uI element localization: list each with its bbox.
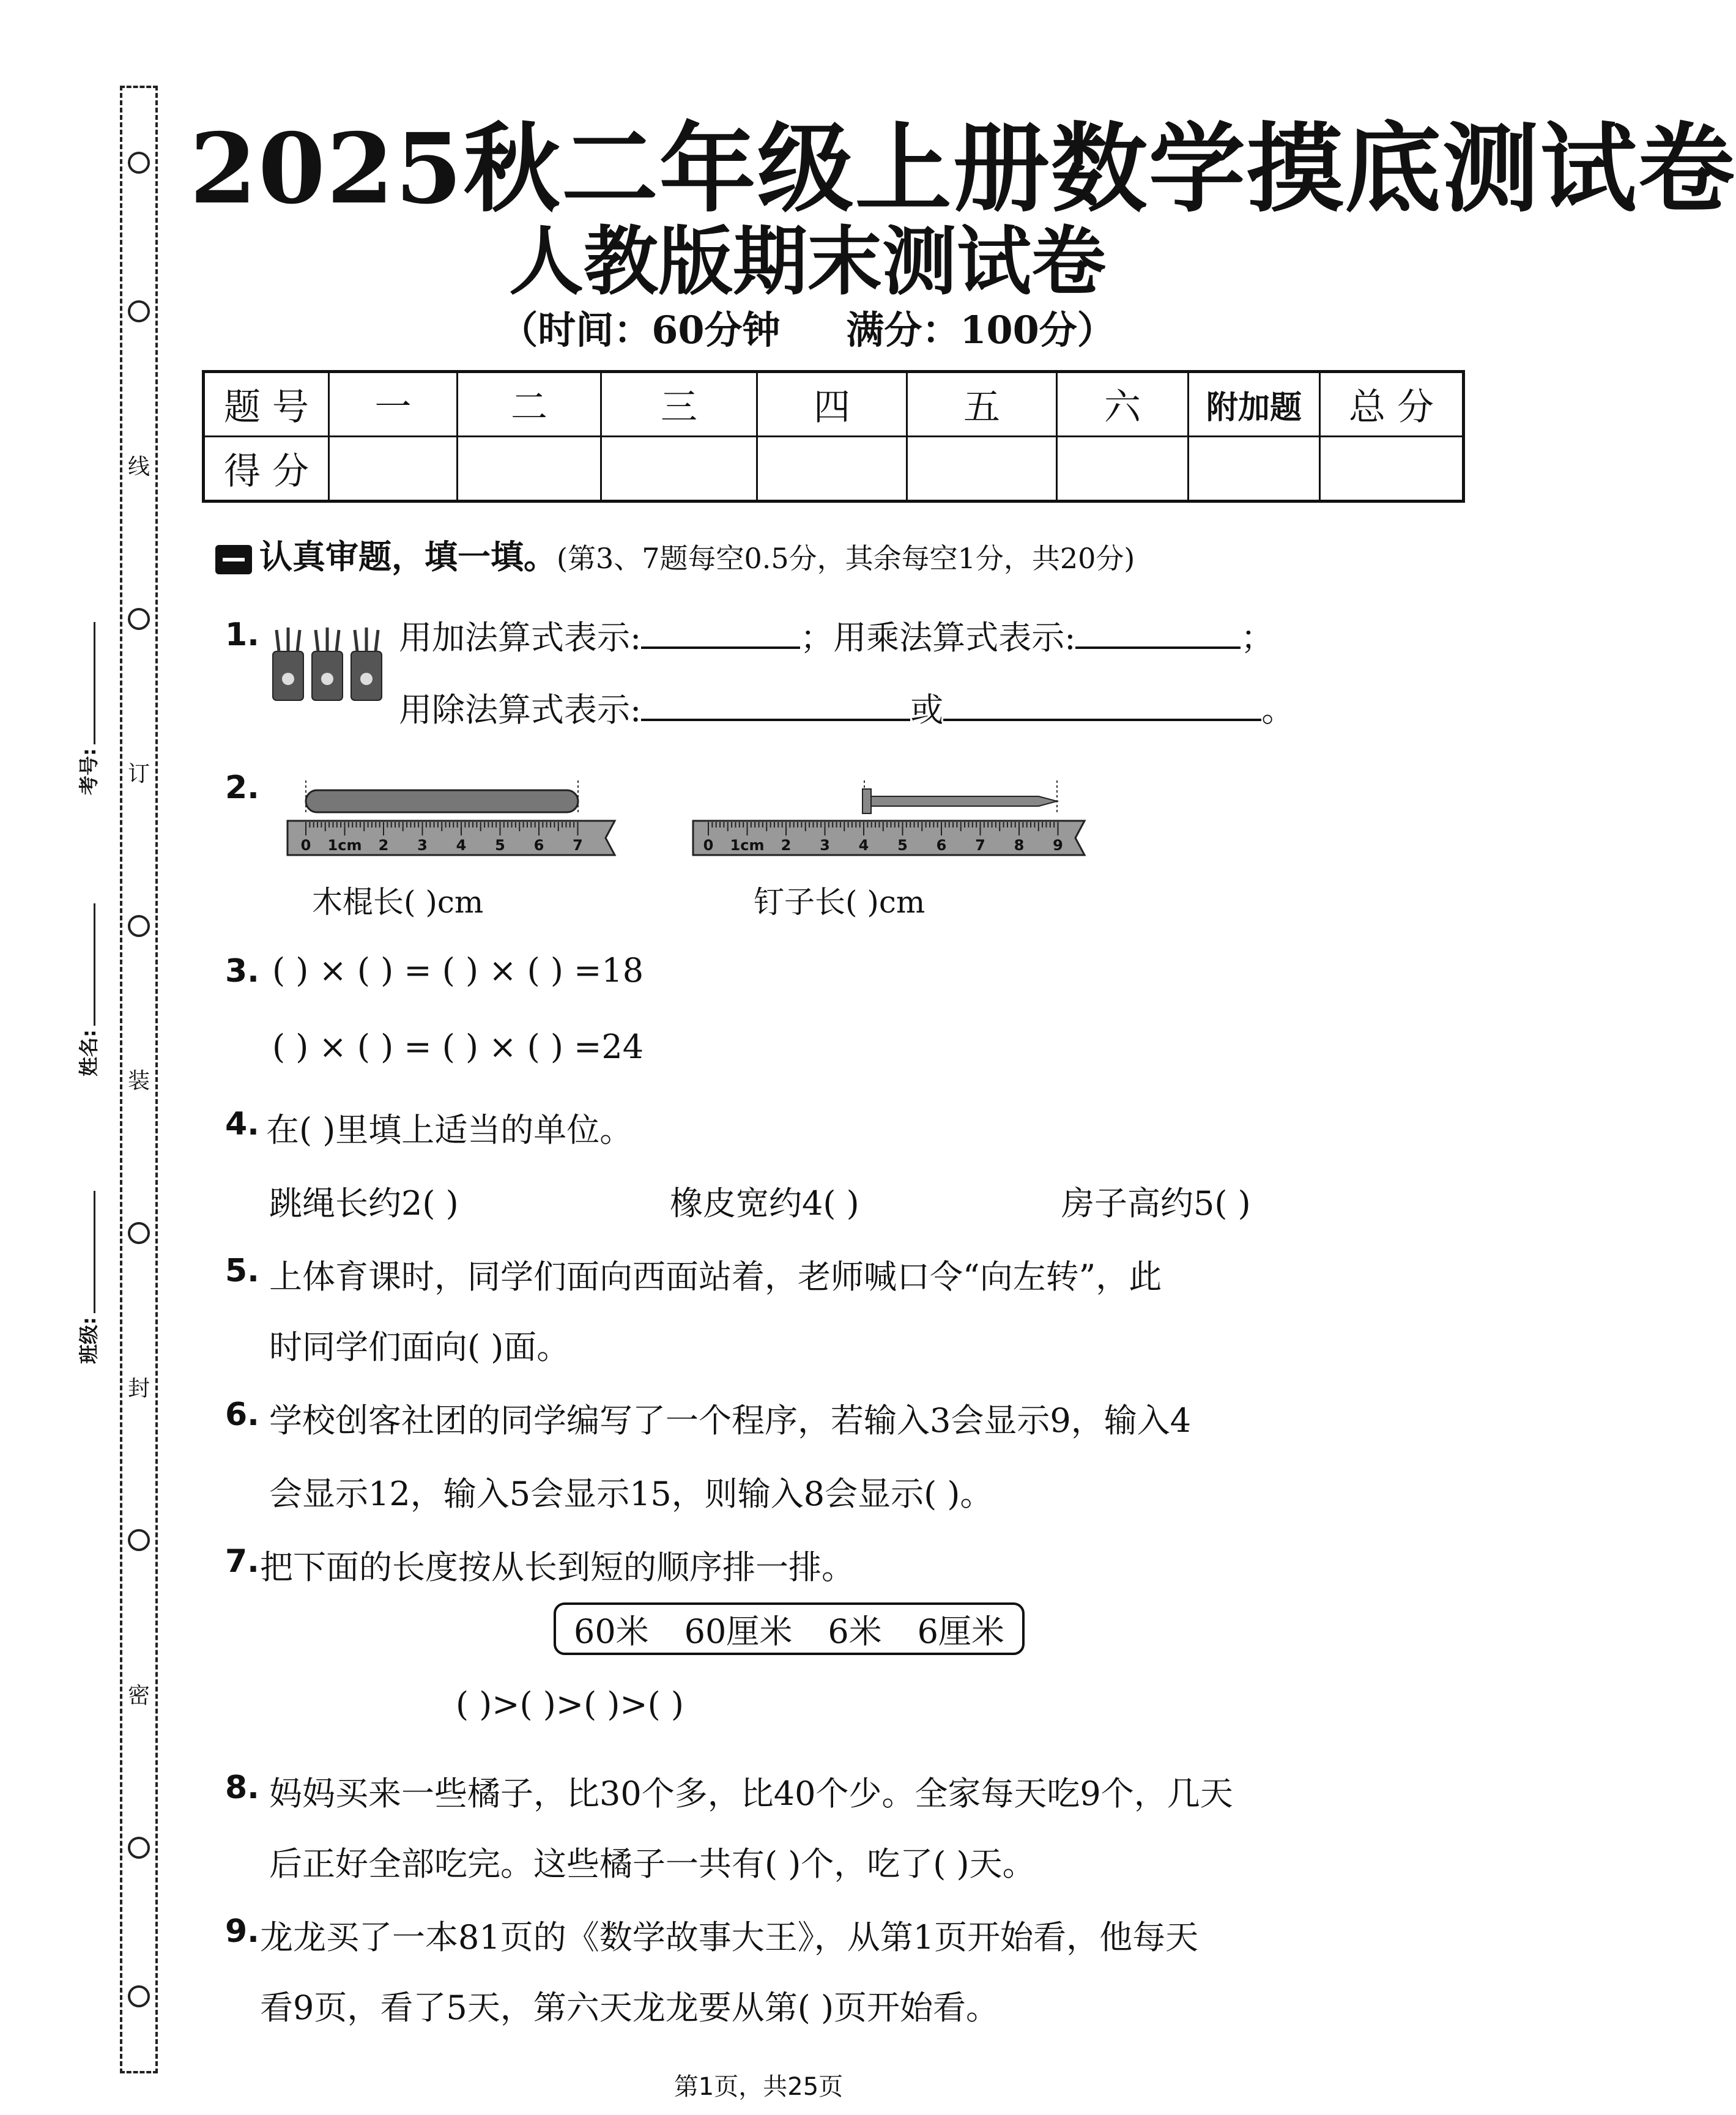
section-heading — [215, 531, 1135, 578]
section-number-badge-icon — [215, 545, 252, 574]
table-cell: 附加题 — [1189, 372, 1320, 437]
ruler-tick-label: 5 — [897, 837, 908, 854]
score-input-cell[interactable] — [329, 437, 458, 502]
ruler-tick-label: 8 — [1014, 837, 1025, 854]
page-footer: 第1页，共25页 — [673, 2073, 844, 2101]
page-subtitle: 人教版期末测试卷 — [509, 217, 1106, 305]
score-input-cell[interactable] — [1057, 437, 1189, 502]
q5-line2: 时同学们面向( )面。 — [269, 1328, 570, 1366]
q4-item: 橡皮宽约4( ) — [670, 1184, 859, 1223]
question-number: 1. — [225, 617, 259, 653]
binding-circle-icon — [128, 608, 150, 630]
answer-blank[interactable] — [641, 713, 910, 721]
ruler-tick-label: 4 — [456, 837, 467, 854]
q7-text: 把下面的长度按从长到短的顺序排一排。 — [260, 1548, 855, 1587]
q1-line2: 用除法算式表示: 或 。 — [399, 691, 1295, 729]
score-input-cell[interactable] — [601, 437, 757, 502]
question-number: 3. — [225, 953, 259, 990]
binding-circle-icon — [128, 1529, 150, 1551]
question-number: 7. — [225, 1543, 259, 1580]
table-cell: 二 — [458, 372, 601, 437]
score-table — [202, 370, 1465, 503]
binding-circle-icon — [128, 300, 150, 322]
binding-circle-icon — [128, 152, 150, 174]
question-number: 6. — [225, 1396, 259, 1433]
q6-line1: 学校创客社团的同学编写了一个程序，若输入3会显示9，输入4 — [269, 1401, 1192, 1440]
answer-blank[interactable] — [641, 640, 800, 649]
binding-circle-icon — [128, 1985, 150, 2007]
ruler-tick-label: 2 — [781, 837, 792, 854]
wood-stick-icon — [306, 790, 578, 812]
pencil-cups-icon — [268, 624, 390, 703]
q8-line2: 后正好全部吃完。这些橘子一共有( )个，吃了( )天。 — [269, 1845, 1036, 1883]
binding-circle-icon — [128, 1222, 150, 1244]
length-item: 6厘米 — [917, 1612, 1004, 1651]
table-cell: 一 — [329, 372, 458, 437]
ruler-tick-label: 2 — [378, 837, 389, 854]
exam-number-field[interactable] — [73, 622, 102, 795]
class-line — [94, 1191, 95, 1313]
table-cell: 四 — [757, 372, 907, 437]
q1-line1: 用加法算式表示: ；用乘法算式表示: ； — [399, 618, 1274, 657]
time-info: （时间：60分钟 满分：100分） — [500, 308, 1115, 352]
exam-number-line — [94, 622, 95, 744]
q9-line1: 龙龙买了一本81页的《数学故事大王》，从第1页开始看，他每天 — [260, 1918, 1199, 1957]
q3-line2: ( ) × ( ) = ( ) × ( ) =24 — [272, 1028, 644, 1066]
q4-item: 房子高约5( ) — [1061, 1184, 1251, 1223]
name-field[interactable] — [73, 903, 102, 1076]
ruler-tick-label: 5 — [495, 837, 505, 854]
nail-length-label: 钉子长( )cm — [754, 884, 925, 920]
ruler-tick-label: 4 — [858, 837, 869, 854]
section-title: 认真审题，填一填。 — [259, 538, 557, 576]
binding-margin — [120, 86, 158, 2073]
ruler-tick-label: 3 — [820, 837, 830, 854]
score-table-score-row — [204, 437, 1464, 502]
q7-order-line: ( )>( )>( )>( ) — [456, 1685, 684, 1724]
table-cell: 题 号 — [204, 372, 329, 437]
q9-line2: 看9页，看了5天，第六天龙龙要从第( )页开始看。 — [260, 1988, 1000, 2027]
exam-number-label: 考号: — [77, 748, 100, 795]
ruler-with-nail — [690, 777, 1094, 875]
ruler-tick-label: 9 — [1053, 837, 1063, 854]
question-number: 5. — [225, 1253, 259, 1289]
ruler-tick-label: 1cm — [730, 837, 765, 854]
binding-circle-icon — [128, 1837, 150, 1859]
class-label: 班级: — [77, 1317, 100, 1364]
ruler-tick-label: 7 — [573, 837, 583, 854]
ruler-tick-label: 1cm — [327, 837, 362, 854]
score-input-cell[interactable] — [458, 437, 601, 502]
binding-char-feng: 封 — [127, 1376, 150, 1401]
stick-length-label: 木棍长( )cm — [312, 884, 484, 920]
q4-item: 跳绳长约2( ) — [269, 1184, 459, 1223]
page-title: 2025秋二年级上册数学摸底测试卷 — [190, 113, 1736, 226]
q8-line1: 妈妈买来一些橘子，比30个多，比40个少。全家每天吃9个，几天 — [269, 1774, 1233, 1813]
binding-char-xian: 线 — [127, 454, 150, 480]
q5-line1: 上体育课时，同学们面向西面站着，老师喊口令“向左转”，此 — [269, 1258, 1162, 1296]
length-item: 6米 — [828, 1612, 882, 1651]
binding-char-ding: 订 — [127, 761, 150, 787]
section-note: (第3、7题每空0.5分，其余每空1分，共20分) — [557, 542, 1135, 575]
q4-text: 在( )里填上适当的单位。 — [266, 1111, 633, 1149]
question-number: 9. — [225, 1913, 259, 1950]
ruler-tick-label: 7 — [975, 837, 985, 854]
table-cell: 六 — [1057, 372, 1189, 437]
ruler-tick-label: 0 — [703, 837, 714, 854]
name-label: 姓名: — [77, 1029, 100, 1076]
table-cell: 得 分 — [204, 437, 329, 502]
table-cell: 三 — [601, 372, 757, 437]
table-cell: 五 — [907, 372, 1057, 437]
score-table-header-row — [204, 372, 1464, 437]
score-input-cell[interactable] — [1189, 437, 1320, 502]
binding-circle-icon — [128, 915, 150, 937]
name-line — [94, 903, 95, 1026]
answer-blank[interactable] — [1075, 640, 1241, 649]
table-cell: 总 分 — [1320, 372, 1464, 437]
q6-line2: 会显示12，输入5会显示15，则输入8会显示( )。 — [269, 1475, 993, 1513]
ruler-tick-label: 3 — [417, 837, 428, 854]
answer-blank[interactable] — [943, 713, 1261, 721]
class-field[interactable] — [73, 1191, 102, 1364]
score-input-cell[interactable] — [907, 437, 1057, 502]
question-number: 2. — [225, 769, 259, 806]
question-number: 8. — [225, 1769, 259, 1806]
binding-char-mi: 密 — [127, 1683, 150, 1708]
length-item: 60米 — [573, 1612, 649, 1651]
binding-char-zhuang: 装 — [127, 1069, 150, 1094]
q3-line1: ( ) × ( ) = ( ) × ( ) =18 — [272, 951, 644, 990]
question-number: 4. — [225, 1106, 259, 1143]
lengths-box — [554, 1602, 1025, 1655]
score-input-cell[interactable] — [757, 437, 907, 502]
ruler-with-stick — [284, 777, 627, 875]
score-input-cell[interactable] — [1320, 437, 1464, 502]
ruler-tick-label: 6 — [936, 837, 947, 854]
ruler-tick-label: 0 — [300, 837, 311, 854]
ruler-tick-label: 6 — [533, 837, 544, 854]
nail-icon — [862, 789, 1057, 813]
length-item: 60厘米 — [684, 1612, 793, 1651]
